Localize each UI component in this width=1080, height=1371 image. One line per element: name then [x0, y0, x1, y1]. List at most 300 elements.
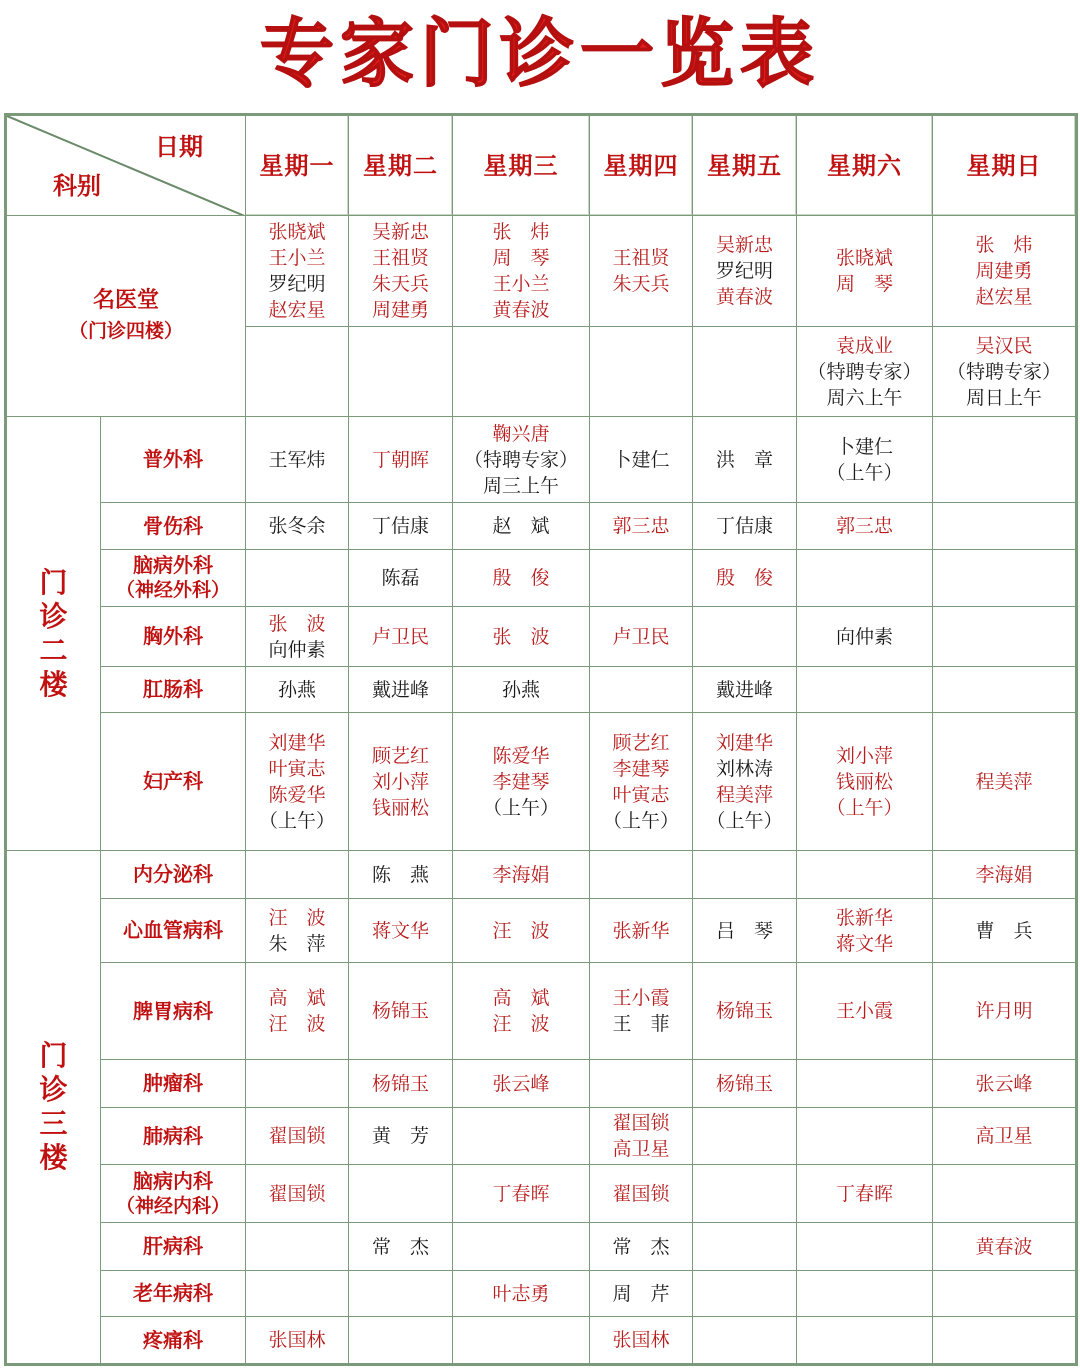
doctor-name: 周 琴: [835, 273, 893, 295]
doctor-name: （特聘专家）: [463, 448, 578, 471]
department-name-cell: [101, 503, 246, 550]
department-name: 骨伤科: [143, 513, 203, 538]
schedule-cell: [590, 607, 693, 667]
doctor-name: 蒋文华: [835, 932, 893, 955]
schedule-cell: [453, 550, 590, 607]
floor-label-cell: [6, 851, 101, 1365]
doctor-name: 王军炜: [268, 448, 326, 471]
doctor-name: 向仲素: [835, 625, 893, 648]
schedule-cell: [590, 899, 693, 963]
doctor-name: 黄 芳: [371, 1125, 429, 1147]
department-name-cell: [101, 417, 246, 503]
schedule-cell: [797, 963, 933, 1060]
schedule-cell: [797, 550, 933, 607]
doctor-name: 刘小萍: [371, 770, 429, 793]
doctor-name: 卜建仁: [612, 448, 670, 471]
doctor-name: 汪 波: [268, 906, 326, 929]
schedule-cell: [590, 851, 693, 899]
mingyitang-sublabel: （门诊四楼）: [68, 320, 183, 342]
doctor-name: 杨锦玉: [715, 1072, 773, 1095]
schedule-cell: [453, 713, 590, 851]
department-row: [6, 1271, 1077, 1317]
schedule-cell: [453, 1223, 590, 1271]
doctor-name: 杨锦玉: [371, 1000, 429, 1022]
schedule-cell: [797, 1060, 933, 1108]
schedule-cell: [349, 1223, 453, 1271]
doctor-name: 戴进峰: [715, 678, 773, 701]
doctor-name: 李建琴: [492, 770, 550, 793]
doctor-name: 朱天兵: [371, 273, 429, 295]
doctor-name: 张云峰: [492, 1072, 550, 1095]
schedule-cell: [797, 1108, 933, 1165]
schedule-cell: [797, 1317, 933, 1365]
department-name-cell: [101, 667, 246, 713]
department-name-cell: [101, 1108, 246, 1165]
doctor-name: 戴进峰: [371, 678, 429, 701]
doctor-name: 卢卫民: [371, 625, 429, 648]
doctor-name: 蒋文华: [371, 919, 429, 942]
schedule-cell: [246, 327, 349, 417]
schedule-cell: [693, 550, 797, 607]
doctor-name: 殷 俊: [492, 567, 550, 589]
schedule-cell: [590, 550, 693, 607]
doctor-name: 曹 兵: [975, 919, 1033, 942]
doctor-name: 殷 俊: [715, 567, 773, 589]
corner-date-label: 日期: [155, 133, 203, 161]
schedule-cell: [590, 1060, 693, 1108]
doctor-name: 孙燕: [277, 678, 316, 701]
doctor-name: 卜建仁: [835, 435, 893, 458]
department-name: 内分泌科: [133, 862, 213, 886]
doctor-name: 朱天兵: [612, 273, 670, 295]
schedule-cell: [246, 899, 349, 963]
schedule-cell: [590, 1317, 693, 1365]
schedule-cell: [693, 1317, 797, 1365]
department-name: 普外科: [143, 447, 203, 471]
doctor-name: 黄春波: [492, 299, 550, 321]
schedule-cell: [933, 1165, 1077, 1223]
doctor-name: 赵宏星: [975, 286, 1033, 308]
department-row: [6, 550, 1077, 607]
schedule-cell: [797, 713, 933, 851]
schedule-cell: [349, 713, 453, 851]
schedule-cell: [590, 1223, 693, 1271]
department-name: 脾胃病科: [133, 998, 213, 1023]
schedule-cell: [246, 1223, 349, 1271]
doctor-name: 张 波: [268, 612, 326, 635]
schedule-cell: [246, 1317, 349, 1365]
schedule-cell: [797, 607, 933, 667]
doctor-name: 钱丽松: [835, 770, 893, 793]
doctor-name: 翟国锁: [268, 1182, 326, 1205]
schedule-cell: [933, 327, 1077, 417]
schedule-cell: [453, 503, 590, 550]
doctor-name: 张晓斌: [268, 221, 326, 243]
schedule-cell: [933, 550, 1077, 607]
schedule-cell: [693, 327, 797, 417]
schedule-cell: [590, 503, 693, 550]
schedule-cell: [246, 667, 349, 713]
schedule-cell: [693, 667, 797, 713]
floor-label-char: 诊: [39, 599, 68, 633]
doctor-name: 王小兰: [268, 247, 326, 269]
doctor-name: 吴新忠: [371, 221, 429, 243]
schedule-cell: [246, 1165, 349, 1223]
doctor-name: 王祖贤: [612, 247, 670, 269]
schedule-cell: [349, 417, 453, 503]
doctor-name: 王小霞: [612, 987, 670, 1009]
schedule-cell: [590, 667, 693, 713]
schedule-cell: [453, 1317, 590, 1365]
doctor-name: 顾艺红: [371, 744, 429, 767]
doctor-name: 汪 波: [492, 1013, 550, 1035]
doctor-name: 许月明: [975, 1000, 1033, 1022]
schedule-cell: [693, 1271, 797, 1317]
schedule-cell: [453, 667, 590, 713]
schedule-cell: [453, 851, 590, 899]
department-name-cell: [101, 899, 246, 963]
floor-label-char: 门: [39, 565, 68, 599]
schedule-cell: [933, 713, 1077, 851]
doctor-name: （上午）: [706, 809, 783, 832]
doctor-name: 黄春波: [975, 1235, 1033, 1258]
schedule-cell: [933, 899, 1077, 963]
schedule-cell: [349, 1165, 453, 1223]
doctor-name: 程美萍: [715, 783, 773, 806]
department-name-cell: [101, 1317, 246, 1365]
schedule-cell: [453, 1108, 590, 1165]
schedule-cell: [349, 503, 453, 550]
department-row: [6, 1317, 1077, 1365]
floor-label-char: 楼: [39, 667, 68, 701]
doctor-name: 叶寅志: [612, 783, 670, 806]
department-name: 脑病内科: [133, 1168, 213, 1193]
doctor-name: 吴汉民: [975, 334, 1033, 357]
day-header: 星期六: [797, 115, 933, 216]
schedule-cell: [933, 1108, 1077, 1165]
department-name-cell: [101, 1060, 246, 1108]
department-name-cell: [101, 851, 246, 899]
schedule-cell: [693, 899, 797, 963]
schedule-cell: [246, 417, 349, 503]
schedule-cell: [453, 216, 590, 327]
schedule-cell: [453, 327, 590, 417]
doctor-name: 袁成业: [835, 334, 893, 357]
day-header: 星期一: [246, 115, 349, 216]
doctor-name: 罗纪明: [268, 273, 326, 295]
department-row: [6, 607, 1077, 667]
doctor-name: 吕 琴: [715, 919, 773, 942]
doctor-name: 吴新忠: [715, 234, 773, 256]
schedule-cell: [797, 327, 933, 417]
doctor-name: 张新华: [835, 906, 893, 929]
schedule-cell: [693, 1060, 797, 1108]
doctor-name: 朱 萍: [268, 932, 326, 955]
department-row: [6, 1060, 1077, 1108]
department-name: 肝病科: [143, 1234, 203, 1258]
doctor-name: 张冬余: [268, 515, 326, 537]
department-row: [6, 899, 1077, 963]
doctor-name: 郭三忠: [835, 515, 893, 537]
schedule-cell: [590, 216, 693, 327]
department-name: 妇产科: [143, 769, 203, 793]
day-header: 星期日: [933, 115, 1077, 216]
page-title: 专家门诊一览表: [260, 11, 820, 97]
schedule-cell: [693, 1108, 797, 1165]
doctor-name: 王 菲: [612, 1013, 670, 1035]
schedule-table: [4, 113, 1078, 1366]
department-name-cell: [101, 1223, 246, 1271]
doctor-name: 高卫星: [975, 1125, 1033, 1147]
doctor-name: 孙燕: [501, 678, 540, 701]
doctor-name: 鞠兴唐: [492, 422, 550, 445]
department-row: [6, 1223, 1077, 1271]
doctor-name: 高卫星: [612, 1138, 670, 1160]
schedule-cell: [933, 503, 1077, 550]
schedule-cell: [349, 607, 453, 667]
schedule-cell: [797, 1271, 933, 1317]
floor-label-cell: [6, 417, 101, 851]
doctor-name: 李建琴: [612, 757, 670, 780]
schedule-cell: [453, 1060, 590, 1108]
schedule-cell: [246, 713, 349, 851]
day-header: 星期二: [349, 115, 453, 216]
doctor-name: 常 杰: [612, 1235, 670, 1258]
corner-diagonal: [7, 116, 246, 216]
schedule-cell: [933, 417, 1077, 503]
schedule-cell: [933, 1317, 1077, 1365]
doctor-name: 李海娟: [492, 863, 550, 886]
schedule-cell: [797, 216, 933, 327]
schedule-cell: [349, 216, 453, 327]
schedule-cell: [349, 963, 453, 1060]
department-name: （神经外科）: [115, 579, 230, 601]
doctor-name: 刘林涛: [715, 757, 773, 780]
department-row: [6, 1108, 1077, 1165]
doctor-name: 张 炜: [492, 221, 550, 243]
schedule-cell: [349, 1317, 453, 1365]
schedule-cell: [693, 963, 797, 1060]
schedule-cell: [933, 963, 1077, 1060]
day-header: 星期五: [693, 115, 797, 216]
department-name: 肿瘤科: [143, 1071, 203, 1095]
doctor-name: （上午）: [826, 461, 903, 484]
doctor-name: （上午）: [258, 809, 335, 832]
schedule-cell: [933, 851, 1077, 899]
doctor-name: 黄春波: [715, 286, 773, 308]
doctor-name: 张新华: [612, 919, 670, 942]
doctor-name: （上午）: [602, 809, 679, 832]
doctor-name: 张国林: [612, 1329, 670, 1351]
schedule-cell: [349, 667, 453, 713]
schedule-cell: [590, 1108, 693, 1165]
schedule-cell: [797, 503, 933, 550]
doctor-name: 周三上午: [482, 474, 559, 497]
department-name: 老年病科: [133, 1281, 213, 1305]
floor-label-char: 二: [39, 633, 68, 667]
schedule-cell: [453, 417, 590, 503]
schedule-cell: [693, 607, 797, 667]
schedule-cell: [693, 851, 797, 899]
doctor-name: 高 斌: [492, 987, 550, 1009]
schedule-cell: [349, 1060, 453, 1108]
doctor-name: 李海娟: [975, 863, 1033, 886]
corner-diagonal-line: [7, 116, 246, 216]
department-row: [6, 667, 1077, 713]
schedule-cell: [246, 1108, 349, 1165]
doctor-name: 汪 波: [492, 919, 550, 942]
department-row: [6, 963, 1077, 1060]
schedule-cell: [933, 607, 1077, 667]
header-corner: [6, 115, 246, 216]
schedule-cell: [453, 1165, 590, 1223]
mingyitang-label-cell: [6, 216, 246, 417]
schedule-cell: [246, 963, 349, 1060]
doctor-name: 丁朝晖: [371, 448, 429, 471]
schedule-cell: [590, 327, 693, 417]
department-row: [6, 1165, 1077, 1223]
doctor-name: 刘小萍: [835, 744, 893, 767]
schedule-cell: [246, 216, 349, 327]
schedule-cell: [590, 417, 693, 503]
department-name: 肛肠科: [143, 677, 203, 701]
doctor-name: 向仲素: [268, 638, 326, 661]
floor-label: [39, 1039, 69, 1175]
department-row: [6, 713, 1077, 851]
schedule-cell: [590, 963, 693, 1060]
doctor-name: 丁春晖: [835, 1182, 893, 1205]
floor-label-char: 楼: [39, 1141, 68, 1174]
schedule-cell: [246, 550, 349, 607]
doctor-name: 赵宏星: [268, 299, 326, 321]
department-row: [6, 417, 1077, 503]
department-name: 胸外科: [143, 624, 203, 648]
doctor-name: 周建勇: [975, 260, 1033, 282]
doctor-name: （特聘专家）: [807, 360, 922, 383]
doctor-name: 高 斌: [268, 987, 326, 1009]
department-name-cell: [101, 1165, 246, 1223]
schedule-cell: [797, 417, 933, 503]
doctor-name: （上午）: [826, 796, 903, 819]
doctor-name: 王小兰: [492, 273, 550, 295]
doctor-name: 周 芹: [612, 1282, 670, 1305]
doctor-name: 卢卫民: [612, 625, 670, 648]
corner-dept-label: 科别: [53, 172, 101, 200]
department-name: 疼痛科: [143, 1327, 203, 1352]
doctor-name: 程美萍: [975, 770, 1033, 793]
doctor-name: 陈爱华: [492, 744, 550, 767]
doctor-name: 赵 斌: [492, 515, 550, 537]
schedule-cell: [933, 1060, 1077, 1108]
floor-label-char: 门: [39, 1039, 68, 1072]
department-name: （神经内科）: [115, 1194, 230, 1217]
doctor-name: 刘建华: [715, 731, 773, 754]
doctor-name: 丁佶康: [371, 515, 429, 537]
schedule-cell: [693, 417, 797, 503]
doctor-name: 丁佶康: [715, 515, 773, 537]
doctor-name: 常 杰: [371, 1235, 429, 1258]
doctor-name: 王小霞: [835, 1000, 893, 1022]
schedule-cell: [693, 1165, 797, 1223]
doctor-name: 周建勇: [371, 299, 429, 321]
schedule-cell: [349, 550, 453, 607]
schedule-cell: [246, 851, 349, 899]
department-row: [6, 851, 1077, 899]
floor-label-char: 三: [39, 1107, 68, 1140]
department-name-cell: [101, 1271, 246, 1317]
schedule-cell: [693, 216, 797, 327]
doctor-name: 翟国锁: [612, 1182, 670, 1205]
floor-label: [39, 566, 69, 702]
schedule-cell: [797, 1165, 933, 1223]
doctor-name: （特聘专家）: [946, 360, 1061, 383]
schedule-cell: [797, 1223, 933, 1271]
doctor-name: 周日上午: [965, 386, 1042, 409]
schedule-cell: [693, 1223, 797, 1271]
department-name-cell: [101, 550, 246, 607]
department-row: [6, 503, 1077, 550]
doctor-name: （上午）: [482, 796, 559, 819]
doctor-name: 刘建华: [268, 731, 326, 754]
mingyitang-label: 名医堂: [92, 288, 159, 313]
doctor-name: 陈 燕: [371, 863, 429, 886]
schedule-cell: [453, 1271, 590, 1317]
department-name: 脑病外科: [133, 553, 213, 577]
mingyitang-row: [6, 216, 1077, 327]
doctor-name: 翟国锁: [268, 1125, 326, 1147]
schedule-cell: [246, 503, 349, 550]
schedule-cell: [797, 667, 933, 713]
schedule-cell: [693, 503, 797, 550]
doctor-name: 张晓斌: [835, 247, 893, 269]
schedule-cell: [933, 667, 1077, 713]
schedule-cell: [590, 1165, 693, 1223]
department-name-cell: [101, 713, 246, 851]
header-row: [6, 115, 1077, 216]
doctor-name: 周 琴: [492, 247, 550, 269]
schedule-cell: [933, 1271, 1077, 1317]
schedule-cell: [349, 327, 453, 417]
schedule-cell: [349, 1271, 453, 1317]
doctor-name: 张云峰: [975, 1072, 1033, 1095]
schedule-cell: [590, 1271, 693, 1317]
schedule-cell: [349, 899, 453, 963]
doctor-name: 杨锦玉: [715, 1000, 773, 1022]
floor-label-char: 诊: [39, 1073, 68, 1106]
doctor-name: 罗纪明: [715, 260, 773, 282]
doctor-name: 杨锦玉: [371, 1072, 429, 1095]
schedule-cell: [453, 607, 590, 667]
schedule-cell: [797, 899, 933, 963]
doctor-name: 丁春晖: [492, 1182, 550, 1205]
schedule-cell: [349, 851, 453, 899]
department-name: 肺病科: [143, 1123, 203, 1148]
schedule-cell: [246, 607, 349, 667]
doctor-name: 顾艺红: [612, 731, 670, 754]
doctor-name: 郭三忠: [612, 515, 670, 537]
doctor-name: 张 波: [492, 625, 550, 648]
department-name-cell: [101, 607, 246, 667]
doctor-name: 洪 章: [715, 448, 773, 471]
doctor-name: 钱丽松: [371, 796, 429, 819]
schedule-cell: [797, 851, 933, 899]
schedule-cell: [693, 713, 797, 851]
schedule-cell: [246, 1271, 349, 1317]
doctor-name: 王祖贤: [371, 247, 429, 269]
schedule-cell: [933, 1223, 1077, 1271]
doctor-name: 陈爱华: [268, 783, 326, 806]
doctor-name: 叶寅志: [268, 757, 326, 780]
